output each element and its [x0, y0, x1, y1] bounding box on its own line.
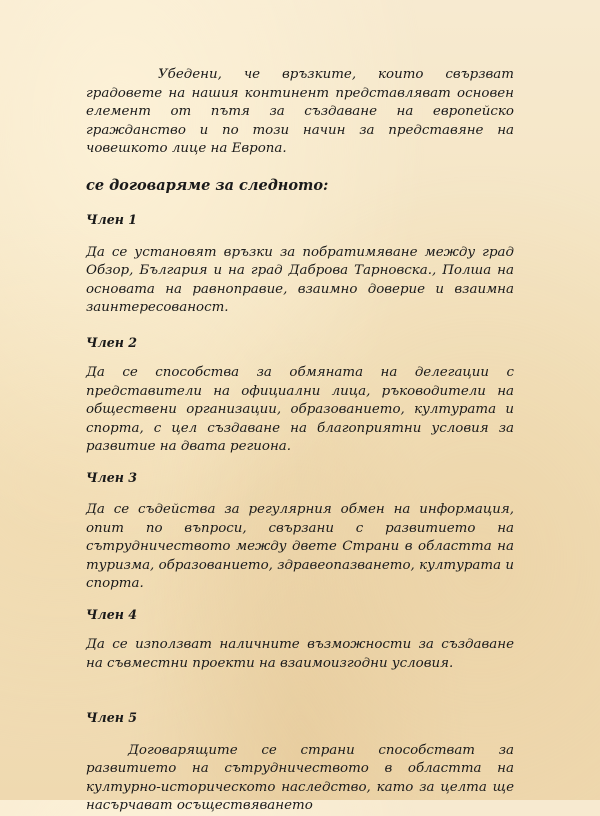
intro-paragraph: Убедени, че връзките, които свързват градовете на нашия континент представляват основен елемент от пътя за създаване на европейско гражданство и по този начин за представяне на човешкото лице на Европа. — [86, 67, 514, 156]
agreement-heading: се договаряме за следното: — [86, 176, 329, 194]
document-page — [86, 66, 514, 816]
article-4-text: Да се използват наличните възможности за създаване на съвместни проекти на взаимоизгодни условия. — [86, 637, 514, 671]
article-2-title: Член 2 — [86, 334, 138, 350]
article-4-title: Член 4 — [86, 606, 138, 622]
article-3-text: Да се съдейства за регулярния обмен на информация, опит по въпроси, свързани с развитието на сътрудничеството между двете Страни в областта на туризма, образованието, здравеопазването, културата и спорта. — [86, 502, 514, 591]
article-3-title: Член 3 — [86, 469, 138, 485]
article-1-text: Да се установят връзки за побратимяване между град Обзор, България и на град Даброва Тарновска., Полша на основата на равноправие, взаимно доверие и взаимна заинтересованост. — [86, 244, 514, 315]
article-5-text: Договарящите се страни способстват за развитието на сътрудничеството в областта на културно-историческото наследство, като за целта ще насърчават осъществяването — [86, 742, 514, 813]
article-1-title: Член 1 — [86, 212, 138, 227]
article-2-text: Да се способства за обмяната на делегации с представители на официални лица, ръководители на обществени организации, образованието, културата и спорта, с цел създаване на благоприятни условия за развитие на двата региона. — [86, 365, 514, 454]
article-5-title: Член 5 — [86, 710, 138, 725]
